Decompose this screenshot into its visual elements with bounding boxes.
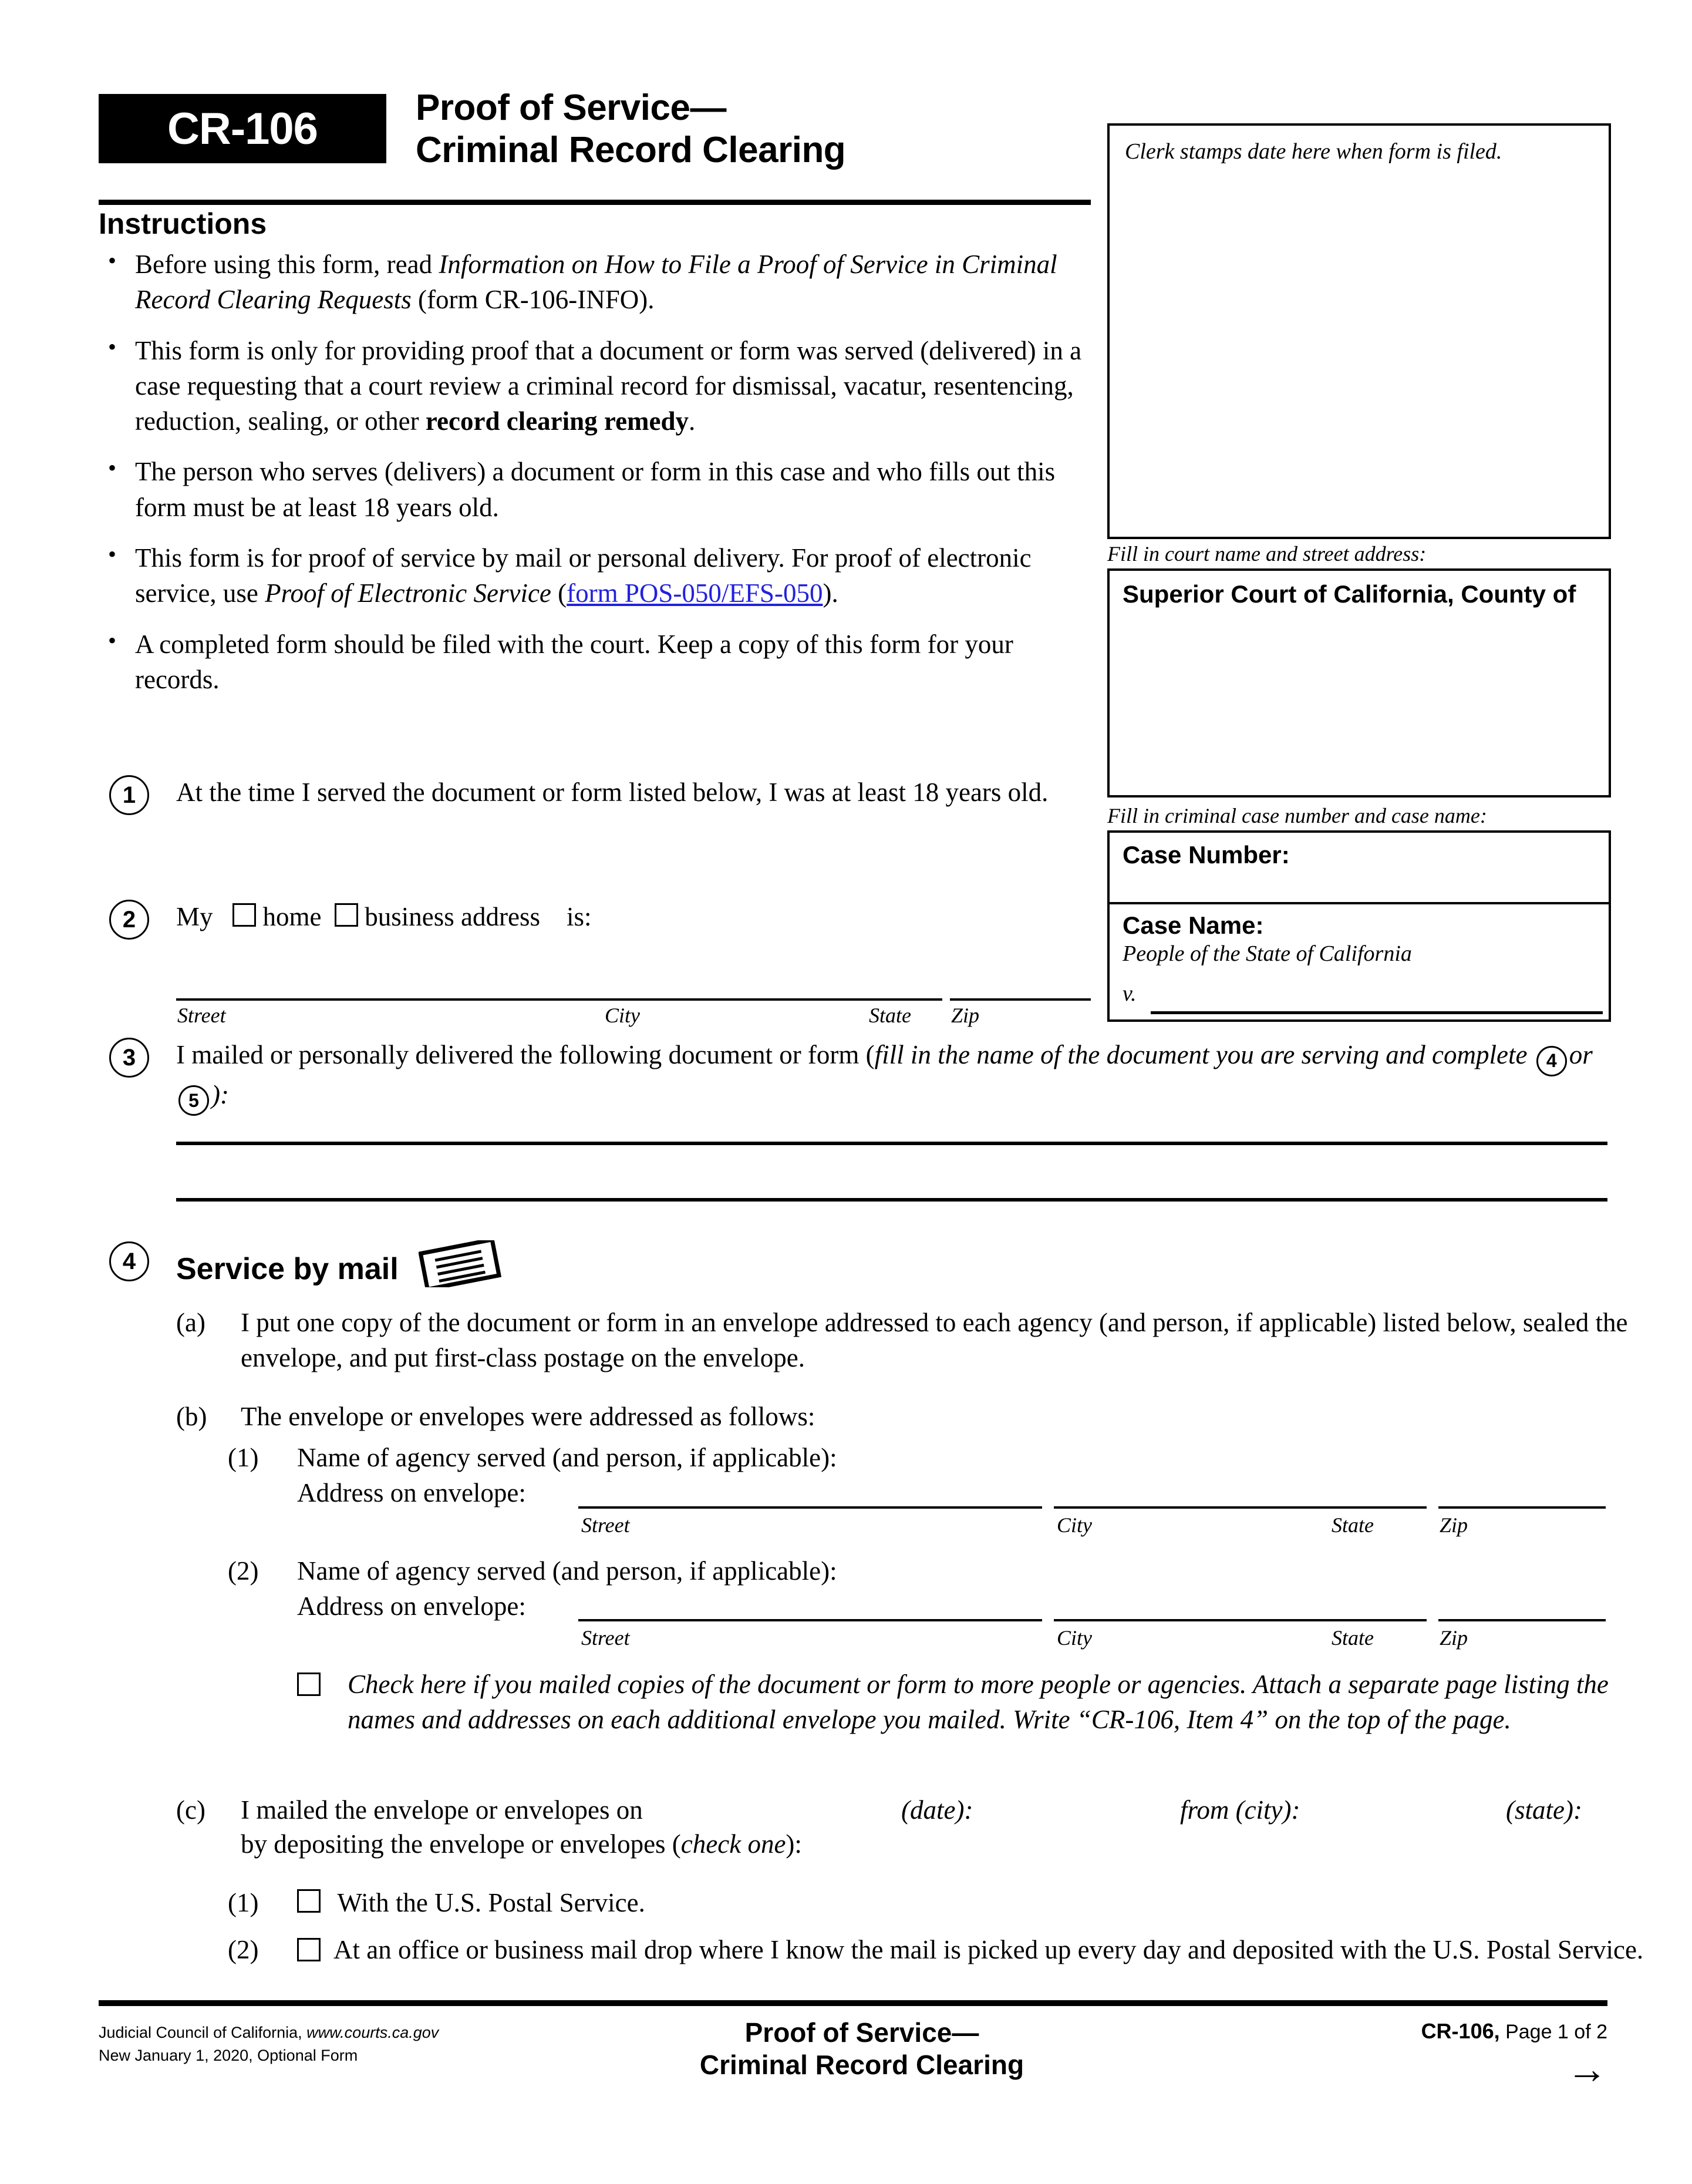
item-3 <box>99 1037 1607 1116</box>
envelope-icon <box>419 1240 502 1290</box>
item-4c-option-2-label: (2) <box>228 1935 259 1964</box>
item-4b <box>176 1399 1673 1434</box>
footer-divider-rule <box>99 2000 1607 2006</box>
checkbox-attach-additional[interactable] <box>297 1673 321 1696</box>
item-2-home-label: home <box>262 902 322 931</box>
item-3-number: 3 <box>109 1038 149 1078</box>
bullet-1-text-b: (form CR-106-INFO). <box>411 285 655 315</box>
footer-page-text: Page 1 of 2 <box>1499 2021 1607 2043</box>
item-4c-option-2 <box>228 1932 1677 1967</box>
case-name-people: People of the State of California <box>1123 941 1412 966</box>
entry-1-street-label: Street <box>581 1513 630 1537</box>
item-4 <box>99 1240 1607 1290</box>
item-1 <box>99 774 1091 812</box>
entry-1-zip-label: Zip <box>1440 1513 1468 1537</box>
item-4b-entry-2-address-line: Address on envelope: <box>297 1591 526 1621</box>
footer-title-line2: Criminal Record Clearing <box>699 2050 1024 2081</box>
form-number-badge: CR-106 <box>99 94 386 163</box>
item-2-number: 2 <box>109 900 149 940</box>
bullet-4-paren-open: ( <box>551 578 567 608</box>
header-divider-rule <box>99 200 1091 205</box>
bullet-2-text-b: . <box>689 406 696 436</box>
item-4-number: 4 <box>109 1241 149 1281</box>
item-2-line <box>176 898 1091 936</box>
left-column <box>99 207 1091 712</box>
item-4c-line-1 <box>241 1792 1673 1826</box>
item-2-business-label: business address <box>365 902 540 931</box>
instructions-heading: Instructions <box>99 207 267 240</box>
item-4b-entry-2-name-line: Name of agency served (and person, if applicable): <box>297 1556 837 1586</box>
entry-2-city-label: City <box>1057 1626 1092 1650</box>
checkbox-mail-drop[interactable] <box>297 1938 321 1961</box>
instruction-bullet-1 <box>99 247 1091 318</box>
item-4c-text-1: I mailed the envelope or envelopes on <box>241 1795 643 1825</box>
court-name-box[interactable] <box>1107 568 1611 797</box>
item-4b-entry-2 <box>228 1553 1677 1624</box>
item-4a-text: I put one copy of the document or form in an envelope addressed to each agency (and person, if applicable) listed below, sealed the envelope, and put first-class postage on the envelope. <box>241 1308 1628 1373</box>
item-3-text <box>176 1037 1603 1116</box>
item-3-or: or <box>1569 1040 1593 1069</box>
footer-council-text: Judicial Council of California, <box>99 2024 307 2041</box>
item-4c-text-2c: ): <box>786 1829 802 1859</box>
footer-center <box>533 2017 1191 2081</box>
entry-1-street-rule[interactable] <box>578 1506 1042 1509</box>
item-4b-entry-2-label: (2) <box>228 1556 259 1586</box>
case-number-label: Case Number: <box>1123 841 1290 869</box>
entry-1-state-rule[interactable] <box>1330 1506 1427 1509</box>
item-3-text-b: ): <box>211 1079 229 1109</box>
bullet-1-text-italic: Information on How to File a Proof of Service in Criminal Record Clearing Requests <box>135 250 1057 315</box>
item-1-text: At the time I served the document or form listed below, I was at least 18 years old. <box>176 778 1049 807</box>
page-title-line1: Proof of Service— <box>416 88 726 128</box>
item-4c <box>176 1792 1673 1862</box>
item-4c-label: (c) <box>176 1795 205 1825</box>
item-4b-text: The envelope or envelopes were addressed as follows: <box>241 1402 815 1431</box>
footer-right <box>1267 2019 1607 2092</box>
item-4c-option-2-text: At an office or business mail drop where I know the mail is picked up every day and deposited with the U.S. Postal Service. <box>333 1935 1644 1964</box>
item-2-city-label: City <box>605 1004 640 1027</box>
item-3-ref-4: 4 <box>1536 1046 1567 1076</box>
entry-2-street-label: Street <box>581 1626 630 1650</box>
pos-050-efs-050-link[interactable]: form POS-050/EFS-050 <box>567 578 823 608</box>
item-2-street-label: Street <box>177 1004 226 1027</box>
item-4a <box>176 1305 1673 1376</box>
item-4b-attach-note-text: Check here if you mailed copies of the document or form to more people or agencies. Attach a separate page listing the names and addresses on each additional envelope you mailed. Write “CR-106, Item 4” on the top of the page. <box>348 1670 1609 1735</box>
checkbox-business[interactable] <box>335 903 358 927</box>
entry-1-city-label: City <box>1057 1513 1092 1537</box>
item-4c-state-label: (state): <box>1506 1795 1582 1825</box>
case-name-label: Case Name: <box>1123 911 1264 939</box>
footer-revision-line: New January 1, 2020, Optional Form <box>99 2047 358 2065</box>
entry-2-city-rule[interactable] <box>1054 1619 1330 1621</box>
footer-form-number: CR-106, <box>1421 2019 1500 2043</box>
item-2 <box>99 898 1091 936</box>
footer-council-url: www.courts.ca.gov <box>306 2024 439 2041</box>
item-2-zip-label: Zip <box>951 1004 980 1027</box>
item-4c-from-city-label <box>1180 1792 1300 1828</box>
item-3-text-italic: fill in the name of the document you are serving and complete <box>874 1040 1528 1069</box>
case-name-v: v. <box>1123 981 1137 1006</box>
instruction-bullet-3 <box>99 454 1091 525</box>
entry-2-state-label: State <box>1332 1626 1374 1650</box>
case-caption: Fill in criminal case number and case name: <box>1107 804 1487 827</box>
item-4c-text-2a: by depositing the envelope or envelopes ( <box>241 1829 681 1859</box>
item-3-ref-5: 5 <box>178 1085 209 1116</box>
entry-1-state-label: State <box>1332 1513 1374 1537</box>
bullet-1-text-a: Before using this form, read <box>135 250 439 279</box>
bullet-4-text-a: This form is for proof of service by mail or personal delivery. For proof of electronic service, use <box>135 543 1032 608</box>
footer-page-line <box>1267 2019 1607 2044</box>
item-4b-entry-1-address-line: Address on envelope: <box>297 1478 526 1508</box>
item-4-heading: Service by mail <box>176 1252 399 1286</box>
entry-1-zip-rule[interactable] <box>1438 1506 1606 1509</box>
item-1-number: 1 <box>109 775 149 815</box>
page-title-line2: Criminal Record Clearing <box>416 129 846 170</box>
bullet-4-paren-close: ). <box>823 578 838 608</box>
item-4b-attach-note <box>297 1667 1658 1738</box>
item-3-text-a: I mailed or personally delivered the following document or form ( <box>176 1040 875 1069</box>
item-3-document-rule-1[interactable] <box>176 1142 1607 1145</box>
item-2-street-rule[interactable] <box>176 998 942 1001</box>
item-2-statezip-rule[interactable] <box>950 998 1091 1001</box>
item-4a-label: (a) <box>176 1308 205 1337</box>
item-4c-from-city-text: from (city): <box>1180 1795 1300 1825</box>
clerk-stamp-box[interactable] <box>1107 123 1611 539</box>
clerk-stamp-caption: Clerk stamps date here when form is filed. <box>1125 139 1502 164</box>
page-title <box>416 87 1120 171</box>
checkbox-usps[interactable] <box>297 1889 321 1913</box>
item-4c-date-label: (date): <box>901 1795 973 1825</box>
entry-2-zip-rule[interactable] <box>1438 1619 1606 1621</box>
item-3-document-rule-2[interactable] <box>176 1198 1607 1202</box>
entry-2-zip-label: Zip <box>1440 1626 1468 1650</box>
case-name-v-rule[interactable] <box>1151 1011 1603 1014</box>
item-4b-entry-1-label: (1) <box>228 1443 259 1472</box>
item-2-suffix: is: <box>566 902 592 931</box>
case-name-box[interactable] <box>1107 902 1611 1022</box>
court-name-value: Superior Court of California, County of <box>1123 580 1576 608</box>
instruction-bullet-4 <box>99 540 1091 611</box>
item-2-prefix: My <box>176 902 213 931</box>
item-4c-option-1-text: With the U.S. Postal Service. <box>337 1888 645 1917</box>
court-name-caption: Fill in court name and street address: <box>1107 542 1427 566</box>
entry-2-street-rule[interactable] <box>578 1619 1042 1621</box>
instructions-list <box>99 247 1091 697</box>
case-number-box[interactable] <box>1107 830 1611 907</box>
entry-1-city-rule[interactable] <box>1054 1506 1330 1509</box>
bullet-3-text: The person who serves (delivers) a document or form in this case and who fills out this form must be at least 18 years old. <box>135 457 1056 522</box>
item-4c-line-2 <box>241 1826 1673 1862</box>
next-page-arrow-icon: → <box>1566 2046 1607 2092</box>
item-2-state-label: State <box>869 1004 911 1027</box>
item-4b-entry-1 <box>228 1440 1677 1511</box>
checkbox-home[interactable] <box>232 903 256 927</box>
item-4c-check-one: check one <box>680 1829 786 1859</box>
item-4b-label: (b) <box>176 1402 207 1431</box>
item-4c-option-1 <box>228 1885 1677 1920</box>
footer-title-line1: Proof of Service— <box>744 2017 979 2048</box>
bullet-2-text-bold: record clearing remedy <box>425 406 689 436</box>
bullet-4-text-italic: Proof of Electronic Service <box>265 578 551 608</box>
bullet-2-text-a: This form is only for providing proof that a document or form was served (delivered) in a case requesting that a court review a criminal record for dismissal, vacatur, resentencing, reduction, sealing, or other <box>135 335 1082 436</box>
item-4c-option-1-label: (1) <box>228 1888 259 1917</box>
instruction-bullet-2 <box>99 333 1091 439</box>
item-4b-entry-1-name-line: Name of agency served (and person, if applicable): <box>297 1443 837 1472</box>
bullet-5-text: A completed form should be filed with the court. Keep a copy of this form for your records. <box>135 629 1013 694</box>
entry-2-state-rule[interactable] <box>1330 1619 1427 1621</box>
instruction-bullet-5 <box>99 627 1091 698</box>
